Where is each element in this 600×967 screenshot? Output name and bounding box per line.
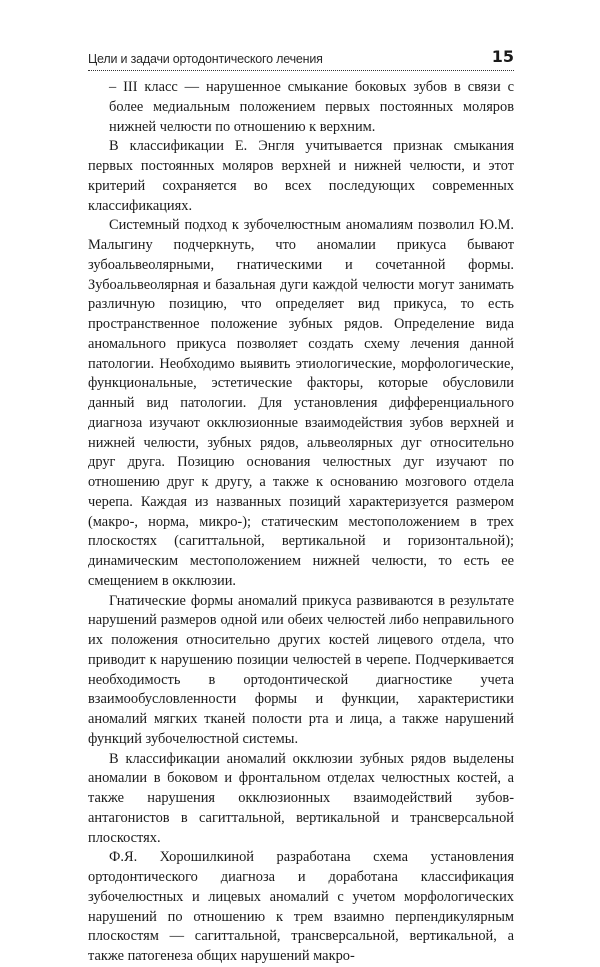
page-number: 15 xyxy=(491,47,514,66)
paragraph-occlusion-classification: В классификации аномалий окклюзии зубных рядов выделены аномалии в боковом и фронтальном отделах челюстных костей, а также нарушения окклюзионных взаимодействий зубов-антагонистов в сагиттальной, вертикальной и трансверсальной плоскостях. xyxy=(88,750,514,846)
paragraph-khoroshilkina: Ф.Я. Хорошилкиной разработана схема установления ортодонтического диагноза и доработана классификация зубочелюстных и лицевых аномалий с учетом морфологических нарушений по отношению к трем взаимно перпендикулярным плоскостям — сагиттальной, трансверсальной, вертикальной, а также патогенеза общих нарушений макро- xyxy=(88,849,514,964)
header-dotted-rule xyxy=(88,70,514,71)
paragraph-gnathic-forms: Гнатические формы аномалий прикуса развиваются в результате нарушений размеров одной или обеих челюстей либо неправильного их положения относительно других костей лицевого отдела, что приводит к нарушению позиции челюстей в черепе. Подчеркивается необходимость в ортодонтической диагностике учета взаимообусловленности формы и функции, характеристики аномалий мягких тканей полости рта и лица, а также нарушений функций зубочелюстной системы. xyxy=(88,592,514,747)
list-item-class-iii: – III класс — нарушенное смыкание боковых зубов в связи с более медиальным положением первых постоянных моляров нижней челюсти по отношению к верхним. xyxy=(109,79,514,135)
paragraph-system-approach: Системный подход к зубочелюстным аномалиям позволил Ю.М. Малыгину подчеркнуть, что аномалии прикуса бывают зубоальвеолярными, гнатическими и сочетанной формы. Зубоальвеолярная и базальная дуги каждой челюсти могут занимать различную позицию, что определяет вид прикуса, то есть пространственное положение зубных рядов. Определение вида аномального прикуса позволяет создать схему лечения данной патологии. Необходимо выявить этиологические, морфологические, функциональные, эстетические факторы, которые обусловили данный вид патологии. Для установления дифференциального диагноза изучают окклюзионные взаимодействия зубов верхней и нижней челюсти, зубных рядов, альвеолярных дуг относительно друг друга. Позицию основания челюстных дуг изучают по отношению друг к другу, а также к основанию мозгового отдела черепа. Каждая из названных позиций характеризуется размером (макро-, норма, микро-); статическим местоположением в трех плоскостях (сагиттальной, вертикальной и горизонтальной); динамическим местоположением нижней челюсти, то есть ее смещением в окклюзии. xyxy=(88,217,514,589)
running-title: Цели и задачи ортодонтического лечения xyxy=(88,52,323,66)
paragraph-angle-classification: В классификации Е. Энгля учитывается признак смыкания первых постоянных моляров верхней и нижней челюсти, и этот критерий сохраняется во всех последующих современных классификациях. xyxy=(88,138,514,214)
page-header xyxy=(88,46,514,66)
body-text xyxy=(88,78,514,967)
